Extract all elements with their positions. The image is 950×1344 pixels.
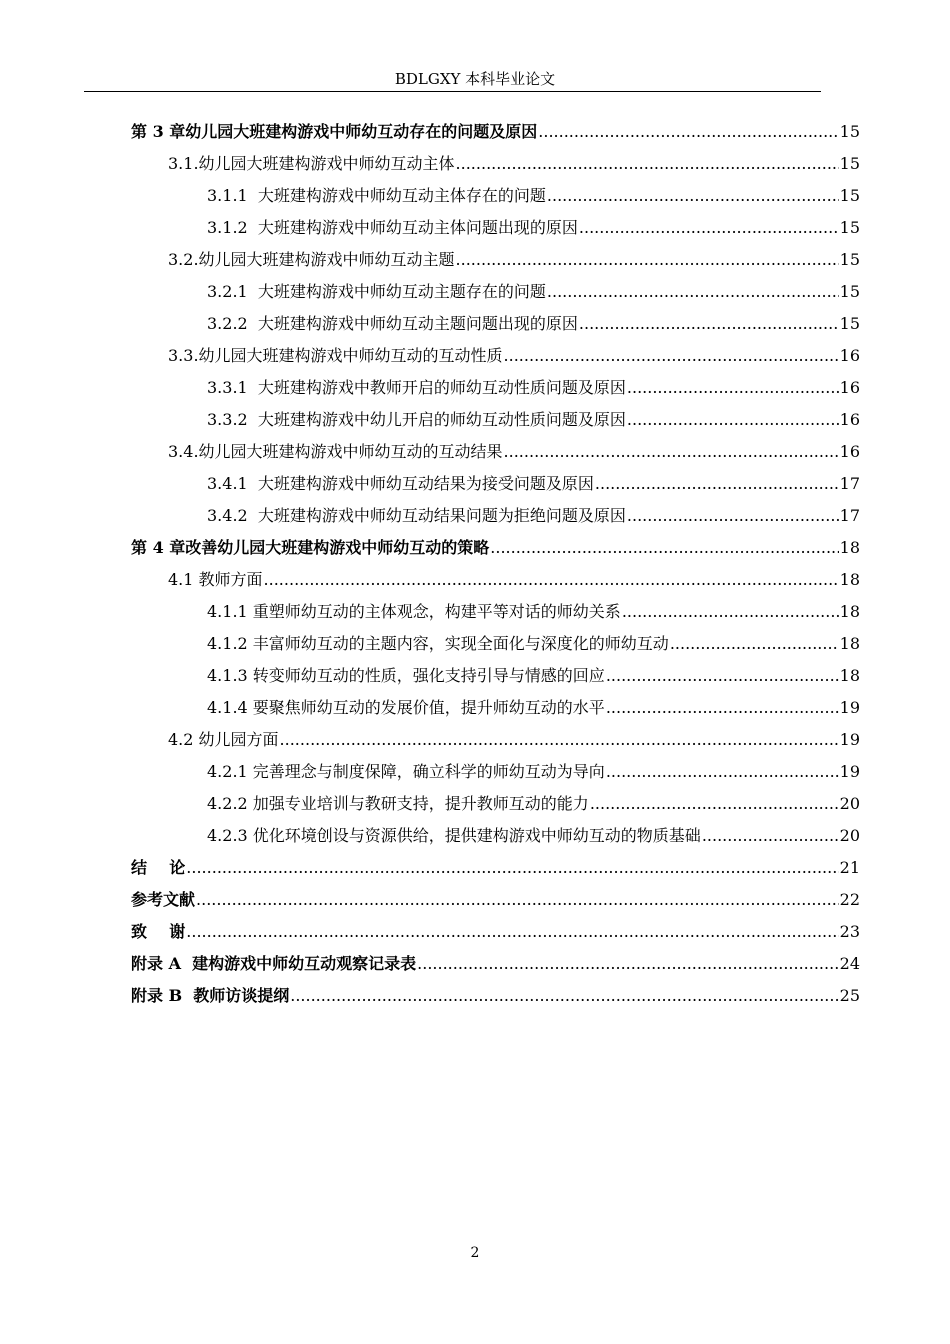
toc-entry[interactable] (131, 884, 860, 916)
toc-entry[interactable] (131, 948, 860, 980)
toc-entry-title: 3.1.1 大班建构游戏中师幼互动主体存在的问题 (207, 186, 546, 205)
toc-entry-page-number: 15 (839, 218, 860, 237)
toc-entry-title: 3.2.1 大班建构游戏中师幼互动主题存在的问题 (207, 282, 546, 301)
toc-dot-leader (290, 980, 838, 1012)
toc-entry[interactable] (207, 820, 860, 852)
toc-entry[interactable] (207, 372, 860, 404)
toc-entry-title: 4.1 教师方面 (168, 570, 263, 589)
toc-dot-leader (595, 468, 839, 500)
toc-dot-leader (627, 500, 839, 532)
toc-entry-page-number: 18 (839, 538, 860, 557)
toc-entry-title: 4.2.3 优化环境创设与资源供给，提供建构游戏中师幼互动的物质基础 (207, 826, 701, 845)
toc-entry-title: 4.1.1 重塑师幼互动的主体观念，构建平等对话的师幼关系 (207, 602, 621, 621)
toc-entry[interactable] (168, 564, 860, 596)
page-header: BDLGXY 本科毕业论文 (394, 70, 556, 88)
toc-entry-page-number: 15 (839, 122, 860, 141)
toc-entry[interactable] (207, 596, 860, 628)
toc-entry[interactable] (131, 980, 860, 1012)
toc-dot-leader (606, 756, 839, 788)
toc-entry-page-number: 17 (839, 474, 860, 493)
toc-entry[interactable] (207, 692, 860, 724)
toc-entry-page-number: 21 (839, 858, 860, 877)
toc-entry[interactable] (207, 212, 860, 244)
toc-dot-leader (670, 628, 839, 660)
toc-entry-title: 第 4 章改善幼儿园大班建构游戏中师幼互动的策略 (131, 538, 490, 557)
toc-entry-title: 3.1.2 大班建构游戏中师幼互动主体问题出现的原因 (207, 218, 578, 237)
toc-entry-title: 4.2.1 完善理念与制度保障，确立科学的师幼互动为导向 (207, 762, 605, 781)
toc-dot-leader (504, 340, 839, 372)
toc-entry[interactable] (207, 788, 860, 820)
toc-entry-title: 致 谢 (131, 922, 186, 941)
toc-entry-title: 3.2.幼儿园大班建构游戏中师幼互动主题 (168, 250, 455, 269)
toc-dot-leader (264, 564, 839, 596)
table-of-contents (0, 116, 950, 1012)
toc-entry-page-number: 16 (839, 442, 860, 461)
toc-dot-leader (579, 308, 839, 340)
toc-entry[interactable] (207, 308, 860, 340)
toc-dot-leader (417, 948, 839, 980)
toc-entry[interactable] (207, 628, 860, 660)
toc-entry-title: 附录 B 教师访谈提纲 (131, 986, 290, 1005)
toc-entry-title: 3.3.2 大班建构游戏中幼儿开启的师幼互动性质问题及原因 (207, 410, 626, 429)
toc-entry-page-number: 16 (839, 410, 860, 429)
toc-entry-page-number: 16 (839, 378, 860, 397)
toc-entry-title: 结 论 (131, 858, 186, 877)
toc-dot-leader (547, 276, 839, 308)
toc-entry-title: 第 3 章幼儿园大班建构游戏中师幼互动存在的问题及原因 (131, 122, 538, 141)
toc-entry-page-number: 15 (839, 250, 860, 269)
toc-entry-page-number: 19 (839, 730, 860, 749)
toc-dot-leader (606, 660, 839, 692)
toc-entry[interactable] (131, 532, 860, 564)
toc-entry-page-number: 18 (839, 570, 860, 589)
toc-entry[interactable] (207, 500, 860, 532)
toc-entry-page-number: 20 (839, 794, 860, 813)
toc-entry-title: 3.3.幼儿园大班建构游戏中师幼互动的互动性质 (168, 346, 503, 365)
toc-dot-leader (456, 244, 839, 276)
toc-dot-leader (627, 372, 839, 404)
toc-entry-title: 4.1.3 转变师幼互动的性质，强化支持引导与情感的回应 (207, 666, 605, 685)
toc-dot-leader (702, 820, 839, 852)
toc-entry[interactable] (207, 276, 860, 308)
toc-entry-page-number: 16 (839, 346, 860, 365)
toc-entry[interactable] (131, 852, 860, 884)
toc-entry-page-number: 19 (839, 762, 860, 781)
toc-entry[interactable] (207, 756, 860, 788)
toc-entry-page-number: 20 (839, 826, 860, 845)
toc-entry[interactable] (168, 148, 860, 180)
toc-entry-title: 3.4.1 大班建构游戏中师幼互动结果为接受问题及原因 (207, 474, 594, 493)
toc-entry[interactable] (168, 436, 860, 468)
toc-dot-leader (579, 212, 839, 244)
toc-dot-leader (456, 148, 839, 180)
toc-entry-page-number: 18 (839, 666, 860, 685)
toc-entry-title: 4.2 幼儿园方面 (168, 730, 279, 749)
toc-entry[interactable] (168, 244, 860, 276)
toc-entry[interactable] (207, 468, 860, 500)
toc-entry-page-number: 15 (839, 154, 860, 173)
toc-entry-title: 3.1.幼儿园大班建构游戏中师幼互动主体 (168, 154, 455, 173)
toc-entry-page-number: 22 (839, 890, 860, 909)
toc-entry-page-number: 19 (839, 698, 860, 717)
toc-entry[interactable] (207, 404, 860, 436)
toc-entry-page-number: 24 (839, 954, 860, 973)
toc-entry-page-number: 17 (839, 506, 860, 525)
toc-dot-leader (590, 788, 839, 820)
toc-entry-page-number: 18 (839, 634, 860, 653)
page-number: 2 (470, 1245, 480, 1261)
toc-dot-leader (547, 180, 839, 212)
toc-entry-page-number: 25 (839, 986, 860, 1005)
toc-entry-title: 3.2.2 大班建构游戏中师幼互动主题问题出现的原因 (207, 314, 578, 333)
header-rule (84, 91, 821, 92)
toc-dot-leader (538, 116, 838, 148)
toc-entry[interactable] (168, 724, 860, 756)
toc-entry-title: 3.4.2 大班建构游戏中师幼互动结果问题为拒绝问题及原因 (207, 506, 626, 525)
toc-entry[interactable] (131, 116, 860, 148)
toc-entry-title: 3.4.幼儿园大班建构游戏中师幼互动的互动结果 (168, 442, 503, 461)
toc-entry[interactable] (168, 340, 860, 372)
toc-entry-title: 4.1.2 丰富师幼互动的主题内容，实现全面化与深度化的师幼互动 (207, 634, 669, 653)
toc-entry-title: 附录 A 建构游戏中师幼互动观察记录表 (131, 954, 417, 973)
toc-entry-page-number: 18 (839, 602, 860, 621)
toc-entry-title: 3.3.1 大班建构游戏中教师开启的师幼互动性质问题及原因 (207, 378, 626, 397)
toc-entry-title: 参考文献 (131, 890, 196, 909)
toc-dot-leader (627, 404, 839, 436)
toc-dot-leader (504, 436, 839, 468)
toc-dot-leader (622, 596, 839, 628)
toc-entry-page-number: 15 (839, 282, 860, 301)
toc-dot-leader (490, 532, 838, 564)
toc-entry[interactable] (207, 660, 860, 692)
toc-entry-page-number: 23 (839, 922, 860, 941)
toc-entry-page-number: 15 (839, 314, 860, 333)
toc-dot-leader (186, 916, 838, 948)
toc-dot-leader (186, 852, 838, 884)
toc-entry-title: 4.2.2 加强专业培训与教研支持，提升教师互动的能力 (207, 794, 589, 813)
toc-dot-leader (280, 724, 839, 756)
toc-entry[interactable] (131, 916, 860, 948)
toc-dot-leader (196, 884, 839, 916)
toc-entry-page-number: 15 (839, 186, 860, 205)
toc-entry[interactable] (207, 180, 860, 212)
toc-dot-leader (606, 692, 839, 724)
toc-entry-title: 4.1.4 要聚焦师幼互动的发展价值，提升师幼互动的水平 (207, 698, 605, 717)
